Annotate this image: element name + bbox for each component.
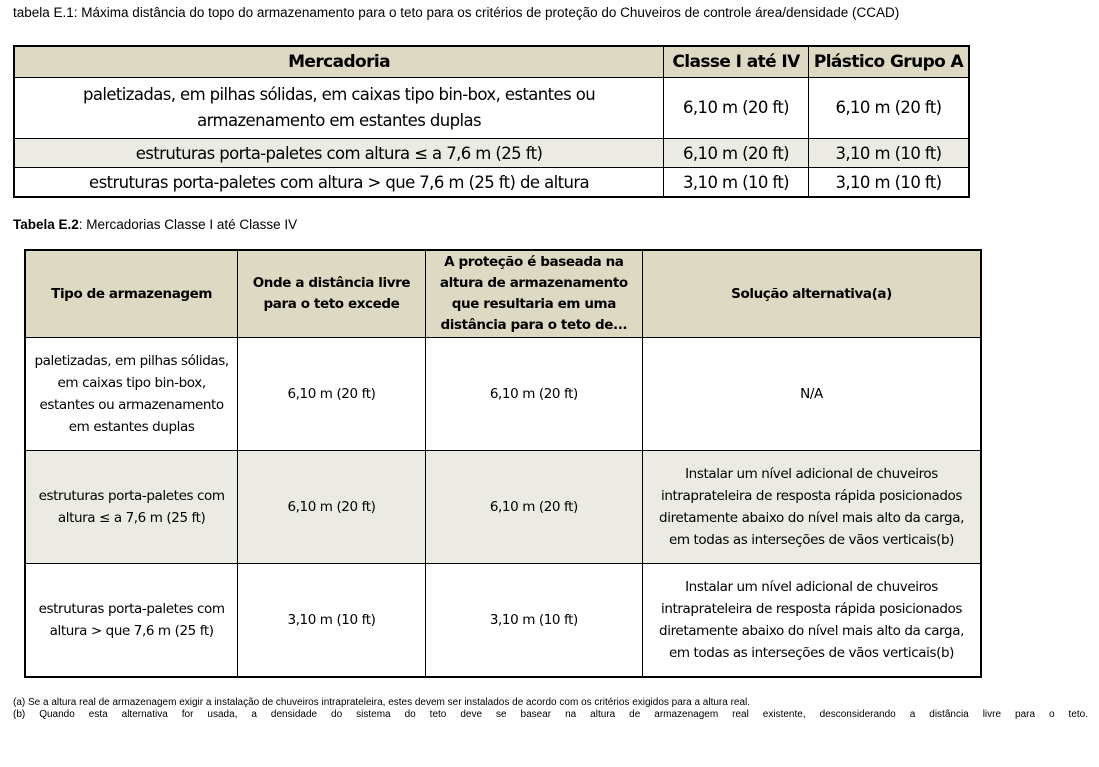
column-header-classe: Classe I até IV: [664, 46, 809, 78]
cell-tipo: estruturas porta-paletes com altura > que 7,6 m (25 ft): [25, 564, 238, 678]
cell-tipo: estruturas porta-paletes com altura ≤ a 7,6 m (25 ft): [25, 451, 238, 564]
column-header-tipo: Tipo de armazenagem: [25, 250, 238, 338]
table-row: [25, 564, 981, 678]
footnotes: [13, 697, 1088, 721]
cell-solucao: Instalar um nível adicional de chuveiros intraprateleira de resposta rápida posicionados diretamente abaixo do nível mais alto da carga, em todas as interseções de vãos verticais(b): [643, 564, 981, 678]
cell-mercadoria-line2: armazenamento em estantes duplas: [197, 111, 481, 130]
cell-plastico: 3,10 m (10 ft): [808, 168, 969, 198]
cell-classe: 6,10 m (20 ft): [664, 139, 809, 168]
cell-mercadoria: [14, 78, 664, 139]
cell-solucao: N/A: [643, 338, 981, 451]
table-row: [25, 451, 981, 564]
cell-classe: 3,10 m (10 ft): [664, 168, 809, 198]
cell-solucao: Instalar um nível adicional de chuveiros intraprateleira de resposta rápida posicionados diretamente abaixo do nível mais alto da carga, em todas as interseções de vãos verticais(b): [643, 451, 981, 564]
table-header-row: [14, 46, 969, 78]
footnote-a: (a) Se a altura real de armazenagem exigir a instalação de chuveiros intraprateleira, estes devem ser instalados de acordo com os critérios exigidos para a altura real.: [13, 697, 751, 708]
cell-plastico: 3,10 m (10 ft): [808, 139, 969, 168]
table-e1-caption: tabela E.1: Máxima distância do topo do armazenamento para o teto para os critérios de proteção do Chuveiros de controle área/densidade (CCAD): [13, 5, 900, 20]
cell-tipo: paletizadas, em pilhas sólidas, em caixas tipo bin-box, estantes ou armazenamento em estantes duplas: [25, 338, 238, 451]
table-e2-caption-label: Tabela E.2: [13, 217, 79, 232]
cell-protecao: 3,10 m (10 ft): [425, 564, 642, 678]
cell-plastico: 6,10 m (20 ft): [808, 78, 969, 139]
footnote-b: (b) Quando esta alternativa for usada, a densidade do sistema do teto deve se basear na altura de armazenagem real existente, desconsiderando a distância livre para o teto.: [13, 709, 1088, 720]
column-header-plastico: Plástico Grupo A: [808, 46, 969, 78]
table-row: [14, 78, 969, 139]
cell-excede: 3,10 m (10 ft): [238, 564, 425, 678]
cell-mercadoria-line1: paletizadas, em pilhas sólidas, em caixas tipo bin-box, estantes ou: [83, 85, 596, 104]
table-row: [25, 338, 981, 451]
cell-protecao: 6,10 m (20 ft): [425, 451, 642, 564]
table-row: [14, 139, 969, 168]
cell-mercadoria: estruturas porta-paletes com altura ≤ a 7,6 m (25 ft): [14, 139, 664, 168]
cell-classe: 6,10 m (20 ft): [664, 78, 809, 139]
cell-excede: 6,10 m (20 ft): [238, 451, 425, 564]
table-e2-caption-text: : Mercadorias Classe I até Classe IV: [78, 217, 298, 232]
column-header-protecao: A proteção é baseada na altura de armazenamento que resultaria em uma distância para o teto de...: [425, 250, 642, 338]
cell-excede: 6,10 m (20 ft): [238, 338, 425, 451]
table-e2-caption: [13, 217, 297, 232]
cell-mercadoria: estruturas porta-paletes com altura > que 7,6 m (25 ft) de altura: [14, 168, 664, 198]
table-row: [14, 168, 969, 198]
table-e2: [24, 249, 982, 678]
column-header-mercadoria: Mercadoria: [14, 46, 664, 78]
cell-protecao: 6,10 m (20 ft): [425, 338, 642, 451]
column-header-excede: Onde a distância livre para o teto excede: [238, 250, 425, 338]
column-header-solucao: Solução alternativa(a): [643, 250, 981, 338]
table-e1: [13, 45, 970, 198]
table-header-row: [25, 250, 981, 338]
